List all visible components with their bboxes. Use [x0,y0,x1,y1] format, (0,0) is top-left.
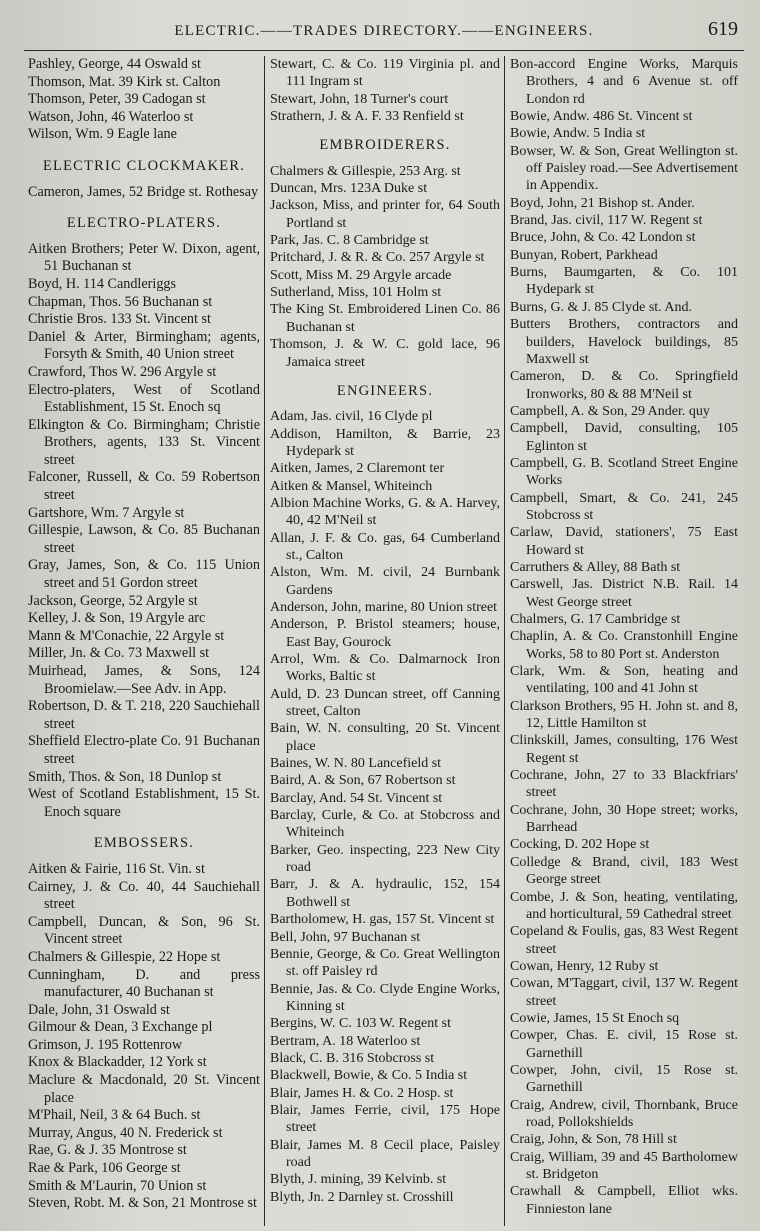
directory-entry: Scott, Miss M. 29 Argyle arcade [270,267,452,283]
directory-entry: Cowie, James, 15 St Enoch sq [510,1010,680,1026]
directory-entry: Anderson, P. Bristol steamers; house, East Bay, Gourock [270,617,500,650]
section-heading: EMBOSSERS. [93,835,195,852]
directory-entry: Blair, James M. 8 Cecil place, Paisley road [270,1137,500,1170]
directory-entry: Carlaw, David, stationers', 75 East Howard st [510,525,738,558]
directory-entry: Thomson, Peter, 39 Cadogan st [28,91,206,108]
directory-entry: Duncan, Mrs. 123A Duke st [270,181,428,197]
section-heading: ELECTRO-PLATERS. [66,215,222,232]
directory-entry: Boyd, John, 21 Bishop st. Ander. [510,195,695,211]
directory-entry: Allan, J. F. & Co. gas, 64 Cumberland st., Calton [270,530,500,563]
directory-entry: Addison, Hamilton, & Barrie, 23 Hydepark st [270,426,500,459]
directory-entry: Cochrane, John, 30 Hope street; works, Barrhead [510,802,738,836]
directory-entry: Aitken, James, 2 Claremont ter [270,461,445,477]
column-divider-2 [504,56,505,1226]
directory-entry: Albion Machine Works, G. & A. Harvey, 40, 42 M'Neil st [270,495,500,529]
directory-entry: Falconer, Russell, & Co. 59 Robertson street [28,469,260,504]
directory-entry: Cochrane, John, 27 to 33 Blackfriars' street [510,768,738,801]
header-title: ELECTRIC.——TRADES DIRECTORY.——ENGINEERS. [174,23,594,39]
directory-entry: Bunyan, Robert, Parkhead [510,247,658,263]
directory-entry: Thomson, J. & W. C. gold lace, 96 Jamaica street [270,337,500,370]
directory-entry: Blair, James Ferrie, civil, 175 Hope street [270,1102,500,1136]
directory-entry: Cowper, Chas. E. civil, 15 Rose st. Garnethill [510,1028,738,1061]
column-divider-1 [264,56,265,1226]
directory-entry: Auld, D. 23 Duncan street, off Canning street, Calton [270,686,500,720]
directory-entry: Butters Brothers, contractors and builders, Havelock buildings, 85 Maxwell st [510,317,738,367]
directory-entry: Boyd, H. 114 Candleriggs [28,275,177,292]
directory-entry: Dale, John, 31 Oswald st [28,1001,170,1018]
directory-entry: Chalmers, G. 17 Cambridge st [510,612,681,627]
directory-entry: Stewart, C. & Co. 119 Virginia pl. and 111 Ingram st [270,57,500,90]
directory-entry: Smith & M'Laurin, 70 Union st [28,1177,207,1194]
directory-entry: Brand, Jas. civil, 117 W. Regent st [510,213,703,229]
directory-entry: Bain, W. N. consulting, 20 St. Vincent place [270,721,500,754]
directory-entry: Knox & Blackadder, 12 York st [28,1054,207,1071]
directory-entry: Copeland & Foulis, gas, 83 West Regent street [510,924,738,957]
directory-entry: Carswell, Jas. District N.B. Rail. 14 West George street [510,577,738,610]
directory-entry: Campbell, David, consulting, 105 Eglinton st [510,421,738,454]
directory-entry: Rae & Park, 106 George st [28,1160,181,1177]
directory-entry: Pashley, George, 44 Oswald st [28,56,201,72]
directory-entry: Bon-accord Engine Works, Marquis Brothers, 4 and 6 Avenue st. off London rd [510,57,738,107]
directory-entry: Bennie, George, & Co. Great Wellington st. off Paisley rd [270,946,500,980]
directory-entry: Bertram, A. 18 Waterloo st [270,1033,421,1049]
directory-entry: Alston, Wm. M. civil, 24 Burnbank Gardens [270,565,500,598]
directory-entry: Crawford, Thos W. 296 Argyle st [28,363,217,380]
directory-entry: Bergins, W. C. 103 W. Regent st [270,1016,451,1032]
column-1 [28,56,260,1213]
directory-entry: Barclay, Curle, & Co. at Stobcross and Whiteinch [270,808,500,841]
directory-entry: Blyth, J. mining, 39 Kelvinb. st [270,1172,447,1188]
directory-entry: Aitken & Mansel, Whiteinch [270,478,433,494]
directory-entry: Crawhall & Campbell, Elliot wks. Finnieston lane [510,1184,738,1217]
directory-entry: Black, C. B. 316 Stobcross st [270,1050,435,1066]
directory-entry: Murray, Angus, 40 N. Frederick st [28,1124,223,1141]
directory-entry: Bartholomew, H. gas, 157 St. Vincent st [270,912,495,928]
directory-entry: Chaplin, A. & Co. Cranstonhill Engine Works, 58 to 80 Port st. Anderston [510,629,738,662]
directory-entry: Gilmour & Dean, 3 Exchange pl [28,1019,213,1036]
directory-entry: Blackwell, Bowie, & Co. 5 India st [270,1068,468,1084]
directory-entry: Colledge & Brand, civil, 183 West George street [510,854,738,888]
directory-entry: Cameron, James, 52 Bridge st. Rothesay [28,183,259,200]
directory-entry: Campbell, Smart, & Co. 241, 245 Stobcross st [510,490,738,523]
section-heading: EMBROIDERERS. [319,137,451,154]
directory-entry: Stewart, John, 18 Turner's court [270,91,449,107]
page-number: 619 [708,18,738,40]
directory-entry: Blyth, Jn. 2 Darnley st. Crosshill [270,1189,454,1205]
directory-entry: Maclure & Macdonald, 20 St. Vincent place [28,1072,260,1106]
directory-entry: Jackson, George, 52 Argyle st [28,592,198,609]
directory-entry: Aitken Brothers; Peter W. Dixon, agent, 51 Buchanan st [28,240,260,275]
directory-entry: Anderson, John, marine, 80 Union street [270,599,498,615]
directory-entry: Sutherland, Miss, 101 Holm st [270,285,442,301]
directory-entry: Cameron, D. & Co. Springfield Ironworks, 80 & 88 M'Neil st [510,369,738,402]
directory-entry: Clark, Wm. & Son, heating and ventilating, 100 and 41 John st [510,664,738,697]
directory-entry: Campbell, A. & Son, 29 Ander. quy [510,403,710,419]
directory-entry: Bennie, Jas. & Co. Clyde Engine Works, Kinning st [270,981,500,1014]
directory-entry: Cocking, D. 202 Hope st [510,837,650,853]
directory-entry: Robertson, D. & T. 218, 220 Sauchiehall street [28,698,260,732]
directory-entry: Aitken & Fairie, 116 St. Vin. st [28,860,205,877]
directory-entry: Barclay, And. 54 St. Vincent st [270,790,443,806]
directory-entry: Barr, J. & A. hydraulic, 152, 154 Bothwell st [270,877,500,910]
directory-entry: Cowan, Henry, 12 Ruby st [510,958,659,974]
directory-entry: Barker, Geo. inspecting, 223 New City road [270,842,500,876]
directory-entry: Combe, J. & Son, heating, ventilating, and horticultural, 59 Cathedral street [510,889,738,922]
directory-entry: Wilson, Wm. 9 Eagle lane [28,126,177,143]
directory-entry: Kelley, J. & Son, 19 Argyle arc [28,610,206,627]
directory-entry: Carruthers & Alley, 88 Bath st [510,559,681,575]
directory-entry: Adam, Jas. civil, 16 Clyde pl [270,409,433,425]
directory-entry: Park, Jas. C. 8 Cambridge st [270,233,429,249]
header-rule [24,50,744,51]
section-heading: ENGINEERS. [336,382,434,399]
directory-entry: Bowie, Andw. 5 India st [510,126,646,142]
directory-entry: Craig, John, & Son, 78 Hill st [510,1132,677,1148]
directory-entry: Bowser, W. & Son, Great Wellington st. off Paisley road.—See Advertisement in Appendix. [510,143,738,194]
column-2 [270,56,500,1206]
directory-entry: West of Scotland Establishment, 15 St. Enoch square [28,786,260,820]
directory-entry: Rae, G. & J. 35 Montrose st [28,1142,187,1159]
directory-entry: Clarkson Brothers, 95 H. John st. and 8, 12, Little Hamilton st [510,698,738,732]
directory-entry: Watson, John, 46 Waterloo st [28,108,194,125]
directory-entry: Bell, John, 97 Buchanan st [270,929,421,945]
directory-entry: Mann & M'Conachie, 22 Argyle st [28,627,225,644]
directory-entry: Gray, James, Son, & Co. 115 Union street and 51 Gordon street [28,557,260,592]
directory-entry: Bowie, Andw. 486 St. Vincent st [510,109,693,125]
directory-entry: Craig, Andrew, civil, Thornbank, Bruce road, Pollokshields [510,1097,738,1130]
directory-entry: Chalmers & Gillespie, 253 Arg. st [270,163,461,179]
directory-entry: Blair, James H. & Co. 2 Hosp. st [270,1085,454,1101]
column-3 [510,56,738,1218]
directory-entry: Cairney, J. & Co. 40, 44 Sauchiehall street [28,878,260,913]
directory-entry: Bruce, John, & Co. 42 London st [510,230,696,246]
directory-entry: Strathern, J. & A. F. 33 Renfield st [270,109,464,125]
directory-entry: Baines, W. N. 80 Lancefield st [270,756,442,772]
directory-entry: Electro-platers, West of Scotland Establishment, 15 St. Enoch sq [28,381,260,416]
directory-entry: Chalmers & Gillespie, 22 Hope st [28,948,221,965]
directory-entry: Grimson, J. 195 Rottenrow [28,1036,183,1053]
directory-entry: Pritchard, J. & R. & Co. 257 Argyle st [270,250,485,266]
directory-entry: Jackson, Miss, and printer for, 64 South Portland st [270,198,500,231]
directory-entry: Campbell, G. B. Scotland Street Engine Works [510,455,738,489]
directory-entry: Baird, A. & Son, 67 Robertson st [270,773,456,789]
directory-entry: Gillespie, Lawson, & Co. 85 Buchanan street [28,522,260,556]
directory-entry: Clinkskill, James, consulting, 176 West Regent st [510,733,738,766]
directory-entry: Burns, Baumgarten, & Co. 101 Hydepark st [510,265,738,298]
section-heading: ELECTRIC CLOCKMAKER. [42,157,246,174]
directory-entry: Cunningham, D. and press manufacturer, 40 Buchanan st [28,966,260,1001]
directory-entry: Cowper, John, civil, 15 Rose st. Garnethill [510,1062,738,1096]
directory-entry: Muirhead, James, & Sons, 124 Broomielaw.—See Adv. in App. [28,663,260,697]
directory-entry: Smith, Thos. & Son, 18 Dunlop st [28,768,222,785]
directory-entry: Cowan, M'Taggart, civil, 137 W. Regent street [510,976,738,1009]
directory-entry: Christie Bros. 133 St. Vincent st [28,311,211,328]
directory-entry: Burns, G. & J. 85 Clyde st. And. [510,299,693,315]
directory-entry: Gartshore, Wm. 7 Argyle st [28,504,185,521]
directory-entry: Sheffield Electro-plate Co. 91 Buchanan street [28,733,260,767]
directory-entry: Elkington & Co. Birmingham; Christie Brothers, agents, 133 St. Vincent street [28,416,260,468]
directory-entry: Chapman, Thos. 56 Buchanan st [28,293,213,310]
directory-entry: The King St. Embroidered Linen Co. 86 Buchanan st [270,302,500,335]
directory-entry: Daniel & Arter, Birmingham; agents, Forsyth & Smith, 40 Union street [28,328,260,363]
directory-entry: Miller, Jn. & Co. 73 Maxwell st [28,645,210,662]
directory-entry: Craig, William, 39 and 45 Bartholomew st. Bridgeton [510,1149,738,1182]
directory-entry: Arrol, Wm. & Co. Dalmarnock Iron Works, Baltic st [270,652,500,685]
directory-entry: M'Phail, Neil, 3 & 64 Buch. st [28,1107,201,1124]
running-header [0,18,760,50]
directory-entry: Campbell, Duncan, & Son, 96 St. Vincent street [28,913,260,948]
directory-entry: Steven, Robt. M. & Son, 21 Montrose st [28,1195,257,1212]
directory-entry: Thomson, Mat. 39 Kirk st. Calton [28,73,221,90]
